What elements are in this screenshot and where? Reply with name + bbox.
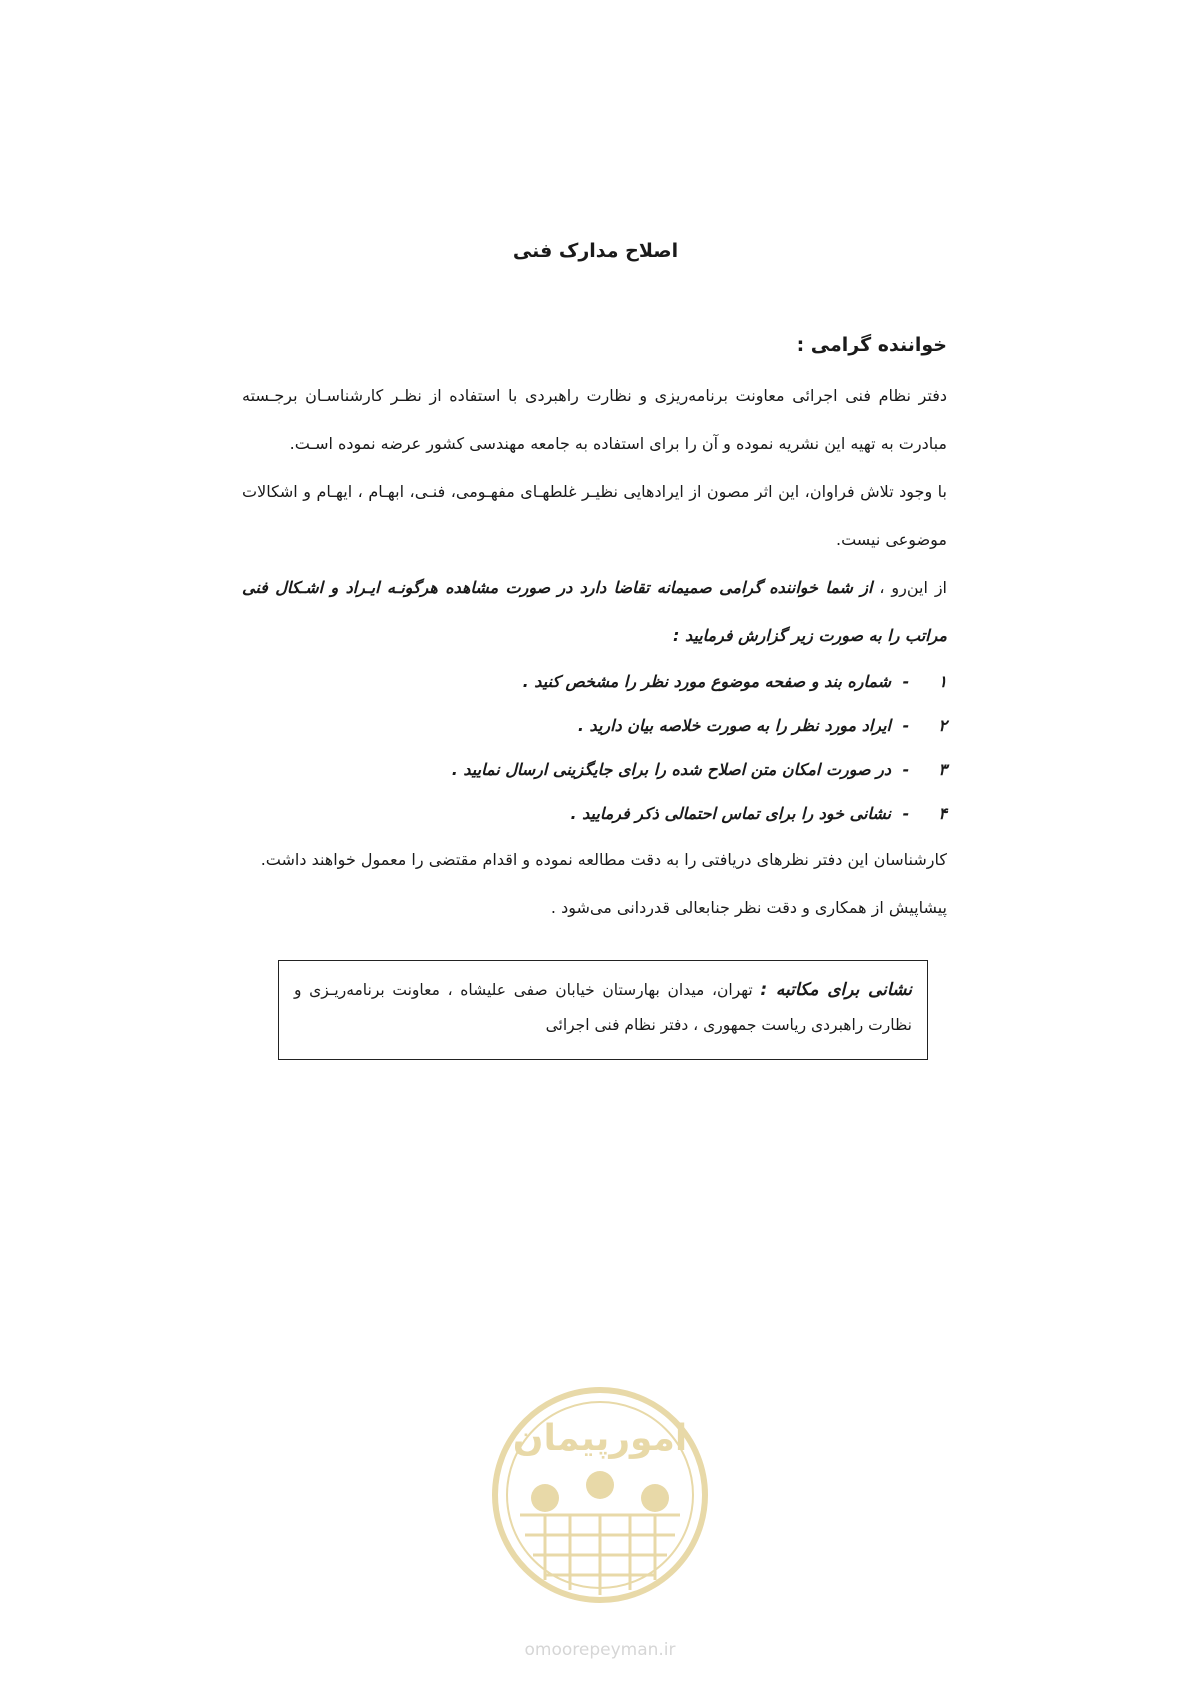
salutation: خواننده گرامی :	[796, 334, 947, 356]
page-title: اصلاح مدارک فنی	[512, 240, 679, 262]
request-lead: از این‌رو ،	[879, 578, 948, 597]
request-number: ۳	[938, 760, 947, 779]
address-label: نشانی برای مکاتبه :	[760, 980, 912, 1000]
logo-text: امورپیمان	[512, 1418, 688, 1459]
closing-paragraph-2: پیشاپیش از همکاری و دقت نظر جنابعالی قدردانی می‌شود .	[550, 898, 947, 917]
intro-paragraph-1: دفتر نظام فنی اجرائی معاونت برنامه‌ریزی و نظارت راهبردی با استفاده از نظـر کارشناسـان برجـسته مبادرت به تهیه این نشریه نموده و آن را برای استفاده به جامعه مهندسی کشور عرضه نموده اسـت.	[242, 386, 947, 453]
address-box	[278, 960, 928, 1060]
list-item	[242, 704, 947, 748]
watermark-website: omoorepeyman.ir	[524, 1640, 676, 1660]
request-paragraph	[242, 564, 947, 660]
intro-paragraph-2: با وجود تلاش فراوان، این اثر مصون از ایرادهایی نظیـر غلطهـای مفهـومی، فنـی، ابهـام ، ایهـام و اشکالات موضوعی نیست.	[242, 482, 947, 549]
list-item	[242, 748, 947, 792]
request-dash: -	[902, 804, 910, 823]
seal-icon	[475, 1370, 725, 1670]
request-text: از شما خواننده گرامی صمیمانه تقاضا دارد در صورت مشاهده هرگونـه ایـراد و اشـکال فنی مراتب را به صورت زیر گزارش فرمایید :	[242, 578, 947, 645]
request-item-text: ایراد مورد نظر را به صورت خلاصه بیان دارید .	[577, 716, 891, 735]
request-item-text: در صورت امکان متن اصلاح شده را برای جایگزینی ارسال نمایید .	[451, 760, 891, 779]
list-item	[242, 660, 947, 704]
requests-list	[242, 660, 947, 836]
request-item-text: نشانی خود را برای تماس احتمالی ذکر فرمایید .	[570, 804, 891, 823]
list-item	[242, 792, 947, 836]
closing-paragraph-1: کارشناسان این دفتر نظرهای دریافتی را به دقت مطالعه نموده و اقدام مقتضی را معمول خواهند داشت.	[260, 850, 947, 869]
request-dash: -	[902, 716, 910, 735]
watermark-logo	[475, 1370, 725, 1670]
request-dash: -	[902, 760, 910, 779]
request-number: ۱	[938, 672, 947, 691]
address-text: تهران، میدان بهارستان خیابان صفی علیشاه ، معاونت برنامه‌ریـزی و نظارت راهبردی ریاست جمهوری ، دفتر نظام فنی اجرائی	[294, 981, 912, 1034]
document-body	[242, 330, 947, 932]
request-number: ۴	[938, 804, 947, 823]
request-item-text: شماره بند و صفحه موضوع مورد نظر را مشخص کنید .	[522, 672, 891, 691]
request-number: ۲	[938, 716, 947, 735]
request-dash: -	[902, 672, 910, 691]
